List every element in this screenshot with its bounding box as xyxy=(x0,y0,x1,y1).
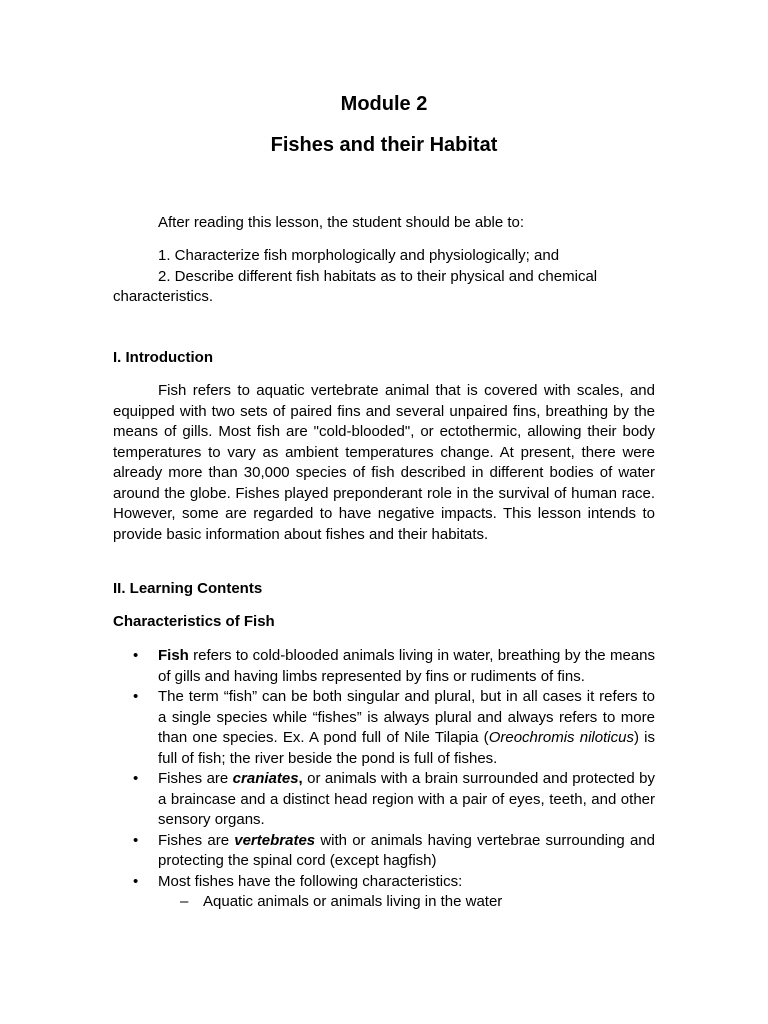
term-punctuation: , xyxy=(298,770,303,787)
list-item xyxy=(113,769,655,831)
objective-item: 2. Describe different fish habitats as to their physical and chemical xyxy=(158,267,598,285)
sub-list-item-text: Aquatic animals or animals living in the water xyxy=(203,893,503,910)
term-craniates: craniates xyxy=(232,770,299,787)
list-item xyxy=(113,872,655,893)
objective-item: 1. Characterize fish morphologically and physiologically; and xyxy=(158,247,560,264)
sub-list-item xyxy=(113,892,655,913)
species-name: Oreochromis niloticus xyxy=(488,729,634,746)
list-item-text: The term “fish” can be both singular and plural, but in all cases it refers to a single species while “fishes” is always plural and always refers to more than one species. Ex. A pond full of Nile Tilapia ( xyxy=(158,688,655,746)
bullet-icon: • xyxy=(133,872,139,890)
list-item xyxy=(113,646,655,687)
objectives-list xyxy=(113,246,658,308)
bullet-icon: • xyxy=(133,647,139,664)
section-heading-introduction: I. Introduction xyxy=(113,349,213,366)
objective-item-continuation: characteristics. xyxy=(113,288,214,305)
bullet-icon: • xyxy=(133,688,139,705)
bullet-icon: • xyxy=(133,831,139,849)
list-item xyxy=(113,831,655,872)
list-item-text: with or animals having vertebrae surrounding and protecting the spinal cord (except hagfish) xyxy=(158,831,655,869)
list-item-text: Fishes are xyxy=(158,831,235,849)
bullet-icon: • xyxy=(133,770,139,787)
list-item-text: Fishes are xyxy=(158,770,233,787)
subheading-characteristics: Characteristics of Fish xyxy=(113,613,275,630)
dash-icon: – xyxy=(180,893,189,910)
list-item-text: or animals with a brain surrounded and protected by a braincase and a distinct head region with a pair of eyes, teeth, and other sensory organs. xyxy=(158,770,656,828)
characteristics-list xyxy=(113,646,655,913)
term-fish: Fish xyxy=(158,647,189,664)
list-item-text: ) is full of fish; the river beside the pond is full of fishes. xyxy=(158,729,655,767)
section-heading-learning-contents: II. Learning Contents xyxy=(113,580,263,597)
objectives-intro: After reading this lesson, the student should be able to: xyxy=(158,214,525,231)
page-title: Fishes and their Habitat xyxy=(270,134,498,156)
list-item-text: refers to cold-blooded animals living in water, breathing by the means of gills and having limbs represented by fins or rudiments of fins. xyxy=(158,647,655,685)
module-label: Module 2 xyxy=(340,93,428,115)
term-vertebrates: vertebrates xyxy=(234,831,316,849)
list-item xyxy=(113,687,655,769)
introduction-paragraph: Fish refers to aquatic vertebrate animal that is covered with scales, and equipped with two sets of paired fins and several unpaired fins, breathing by the means of gills. Most fish are "cold-blooded", or ectothermic, allowing their body temperatures to vary as ambient temperatures change. At present, there were already more than 30,000 species of fish described in different bodies of water around the globe. Fishes played preponderant role in the survival of human race. However, some are regarded to have negative impacts. This lesson intends to provide basic information about fishes and their habitats. xyxy=(113,382,655,543)
list-item-text: Most fishes have the following characteristics: xyxy=(158,872,463,890)
